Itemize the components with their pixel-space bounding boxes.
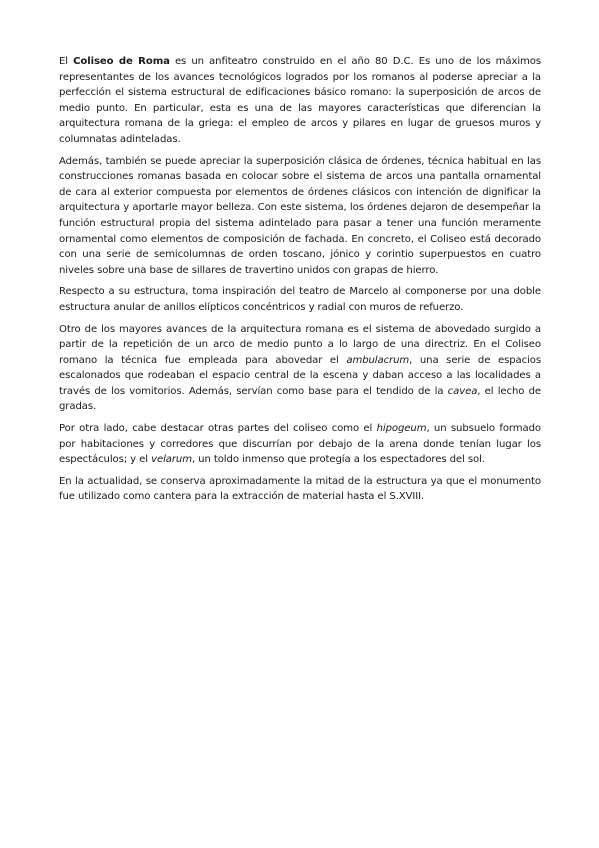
term-hipogeum: hipogeum (376, 423, 427, 435)
paragraph-intro-text-cont: es un anfiteatro construido en el año 80 D.C. Es uno de los máximos representantes de los avances tecnológicos logrados por los romanos al poderse apreciar a la perfección el sistema estructural de edificaciones básico romano: la superposición de arcos de medio punto. En particular, esta es una de las mayores características que diferencian la arquitectura romana de la griega: el empleo de arcos y pilares en lugar de gruesos muros y columnatas adinteladas. (59, 56, 542, 145)
paragraph-intro-text: El (59, 56, 74, 67)
term-velarum: velarum (151, 454, 192, 466)
paragraph-vaulting-text: Otro de los mayores avances de la arquitectura romana es el sistema de abovedado surgido a partir de la repetición de un arco de medio punto a lo largo de una directriz. En el Coliseo romano la técnica fue empleada para abovedar el (59, 323, 541, 366)
paragraph-parts-text: Por otra lado, cabe destacar otras partes del coliseo como el (59, 423, 377, 435)
paragraph-intro (59, 54, 541, 148)
document-body (59, 54, 541, 511)
paragraph-current-state: En la actualidad, se conserva aproximadamente la mitad de la estructura ya que el monumento fue utilizado como cantera para la extracción de material hasta el S.XVIII. (59, 475, 541, 503)
monument-name: Coliseo de Roma (73, 56, 170, 67)
paragraph-structure: Respecto a su estructura, toma inspiración del teatro de Marcelo al componerse por una doble estructura anular de anillos elípticos concéntricos y radial con muros de refuerzo. (59, 286, 541, 313)
term-ambulacrum: ambulacrum (346, 354, 410, 366)
paragraph-vaulting-text-end: , el lecho de gradas. (59, 385, 541, 413)
paragraph-vaulting-text-cont: , una serie de espacios escalonados que rodeaban el espacio central de la escena y daban acceso a las localidades a través de los vomitorios. Además, servían como base para el tendido de la (59, 354, 542, 397)
paragraph-parts (59, 421, 541, 468)
paragraph-vaulting (59, 322, 541, 416)
paragraph-orders: Además, también se puede apreciar la superposición clásica de órdenes, técnica habitual en las construcciones romanas basada en colocar sobre el sistema de arcos una pantalla ornamental de cara al exterior compuesta por elementos de órdenes clásicos con intención de dignificar la arquitectura y aportarle mayor belleza. Con este sistema, los órdenes dejaron de desempeñar la función estructural propia del sistema adintelado para pasar a tener una función meramente ornamental como elementos de composición de fachada. En concreto, el Coliseo está decorado con una serie de semicolumnas de orden toscano, jónico y corintio superpuestos en cuatro niveles sobre una base de sillares de travertino unidos con grapas de hierro. (59, 155, 541, 276)
term-cavea: cavea (447, 385, 478, 397)
paragraph-parts-text-cont: , un subsuelo formado por habitaciones y corredores que discurrían por debajo de la arena donde tenían lugar los espectáculos; y el (59, 423, 541, 466)
paragraph-parts-text-end: , un toldo inmenso que protegía a los espectadores del sol. (191, 454, 485, 466)
